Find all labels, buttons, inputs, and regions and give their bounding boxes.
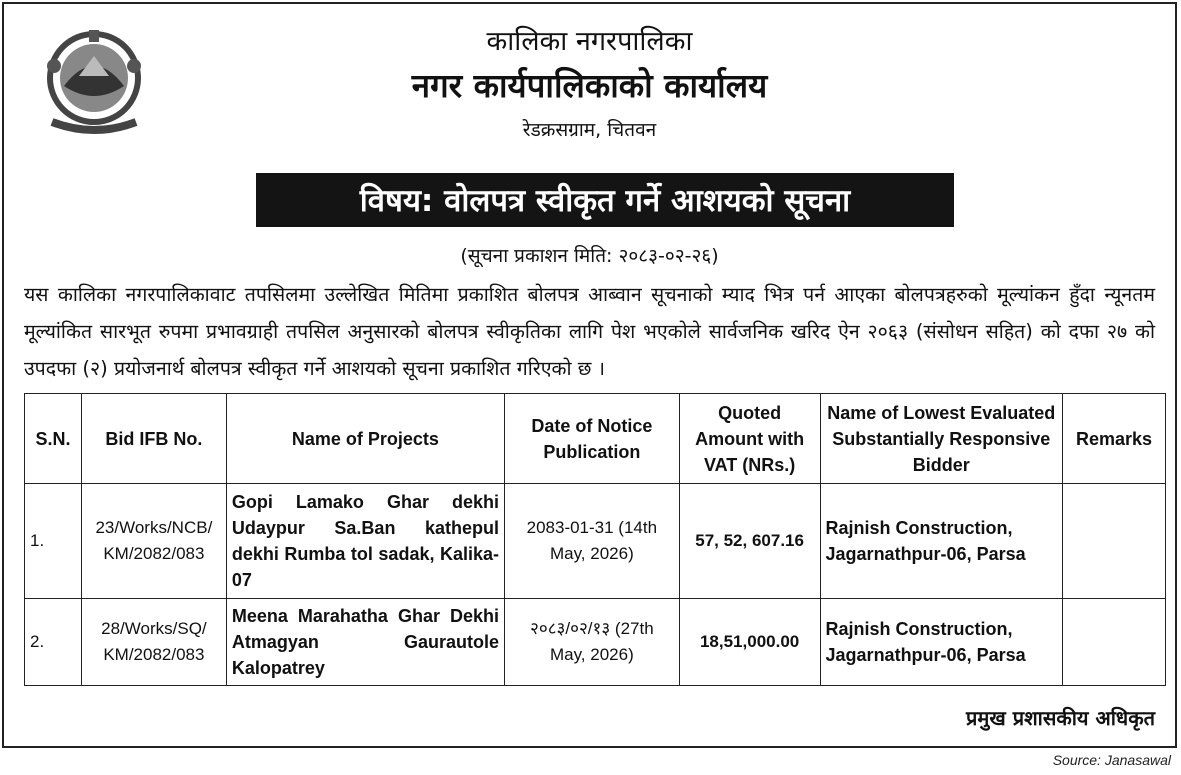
cell-sn: 1. xyxy=(25,484,82,599)
source-credit: Source: Janasawal xyxy=(1052,752,1171,768)
header-bidder: Name of Lowest Evaluated Substantially Responsive Bidder xyxy=(820,394,1062,484)
cell-project: Gopi Lamako Ghar dekhi Udaypur Sa.Ban kathepul dekhi Rumba tol sadak, Kalika-07 xyxy=(226,484,504,599)
office-address: रेडक्रसग्राम, चितवन xyxy=(522,119,657,141)
cell-sn: 2. xyxy=(25,599,82,686)
cell-ifb: 23/Works/NCB/ KM/2082/083 xyxy=(81,484,226,599)
table-row xyxy=(25,484,1166,599)
cell-date: 2083-01-31 (14th May, 2026) xyxy=(505,484,680,599)
municipality-name: कालिका नगरपालिका xyxy=(486,26,693,57)
bid-table xyxy=(24,393,1166,686)
notice-body: यस कालिका नगरपालिकावाट तपसिलमा उल्लेखित मितिमा प्रकाशित बोलपत्र आब्वान सूचनाको म्याद भित्र पर्न आएका बोलपत्रहरुको मूल्यांकन हुँदा न्यूनतम मूल्यांकित सारभूत रुपमा प्रभावग्राही तपसिल अनुसारको बोलपत्र स्वीकृतिका लागि पेश भएकोले सार्वजनिक खरिद ऐन २०६३ (संसोधन सहित) को दफा २७ को उपदफा (२) प्रयोजनार्थ बोलपत्र स्वीकृत गर्ने आशयको सूचना प्रकाशित गरिएको छ । xyxy=(24,283,1155,380)
cell-amount: 57, 52, 607.16 xyxy=(679,484,820,599)
header-amount: Quoted Amount with VAT (NRs.) xyxy=(679,394,820,484)
cell-bidder: Rajnish Construction, Jagarnathpur-06, Parsa xyxy=(820,484,1062,599)
cell-project: Meena Marahatha Ghar Dekhi Atmagyan Gaurautole Kalopatrey xyxy=(226,599,504,686)
letterhead xyxy=(4,22,1175,146)
header-date: Date of Notice Publication xyxy=(505,394,680,484)
office-name: नगर कार्यपालिकाको कार्यालय xyxy=(411,66,768,105)
cell-ifb: 28/Works/SQ/ KM/2082/083 xyxy=(81,599,226,686)
table-header-row xyxy=(25,394,1166,484)
header-sn: S.N. xyxy=(25,394,82,484)
cell-remarks xyxy=(1063,484,1166,599)
subject-banner: विषय: वोलपत्र स्वीकृत गर्ने आशयको सूचना xyxy=(256,173,954,227)
header-ifb: Bid IFB No. xyxy=(81,394,226,484)
header-remarks: Remarks xyxy=(1063,394,1166,484)
signatory-title: प्रमुख प्रशासकीय अधिकृत xyxy=(966,706,1155,730)
notice-page xyxy=(2,2,1177,748)
publication-date: (सूचना प्रकाशन मिति: २०८३-०२-२६) xyxy=(460,245,719,267)
cell-date: २०८३/०२/१३ (27th May, 2026) xyxy=(505,599,680,686)
cell-bidder: Rajnish Construction, Jagarnathpur-06, Parsa xyxy=(820,599,1062,686)
cell-remarks xyxy=(1063,599,1166,686)
table-row xyxy=(25,599,1166,686)
cell-amount: 18,51,000.00 xyxy=(679,599,820,686)
header-project: Name of Projects xyxy=(226,394,504,484)
